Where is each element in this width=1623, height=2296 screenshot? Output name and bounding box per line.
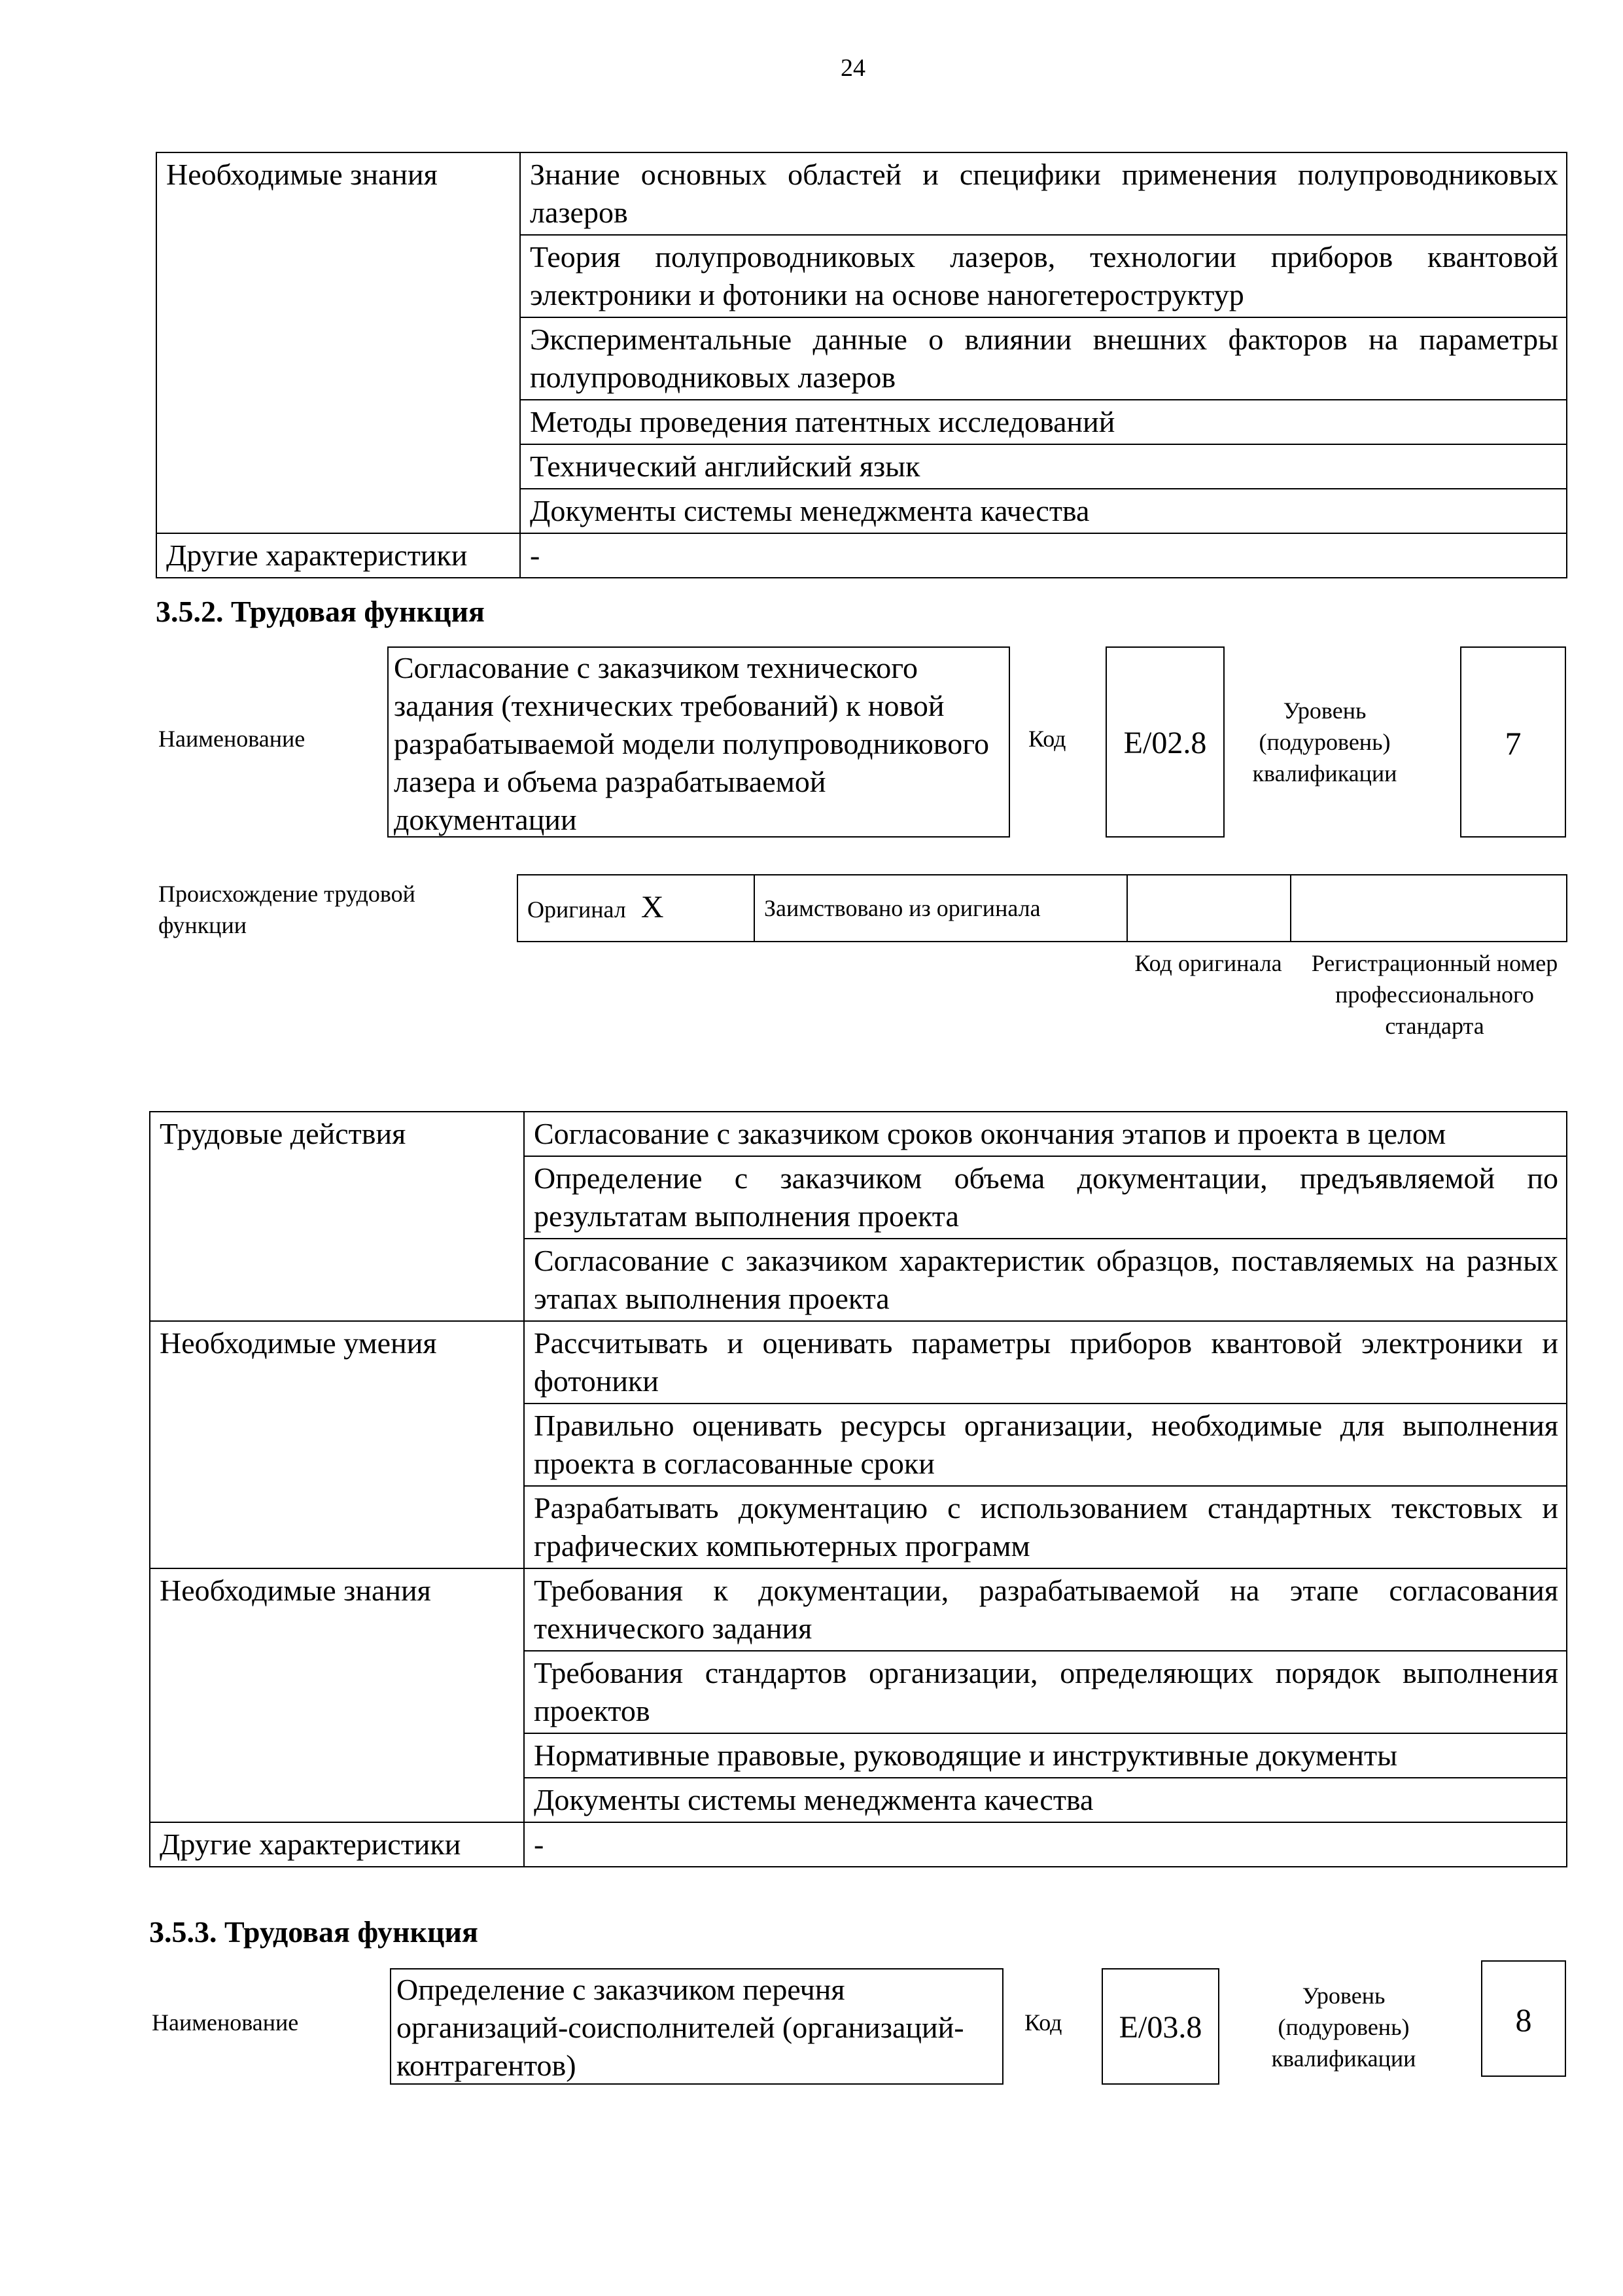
section-title: 3.5.2. Трудовая функция	[156, 595, 485, 628]
level-box	[1481, 1960, 1566, 2077]
knowledge-item: Требования стандартов организации, определяющих порядок выполнения проектов	[524, 1651, 1567, 1733]
original-label: Оригинал	[527, 896, 626, 923]
knowledge-item: Знание основных областей и специфики применения полупроводниковых лазеров	[520, 152, 1567, 235]
function-name: Согласование с заказчиком технического задания (технических требований) к новой разрабатываемой модели полупроводникового лазера и объема разрабатываемой документации	[394, 651, 989, 836]
page-number: 24	[841, 54, 865, 82]
knowledge-item: Требования к документации, разрабатываемой на этапе согласования технического задания	[524, 1568, 1567, 1651]
actions-label: Трудовые действия	[150, 1112, 524, 1321]
action-item: Определение с заказчиком объема документации, предъявляемой по результатам выполнения проекта	[524, 1156, 1567, 1239]
knowledge-item: Нормативные правовые, руководящие и инструктивные документы	[524, 1733, 1567, 1778]
action-item: Согласование с заказчиком сроков окончания этапов и проекта в целом	[524, 1112, 1567, 1156]
skills-label: Необходимые умения	[150, 1321, 524, 1568]
origin-table	[517, 874, 1567, 942]
borrowed-label: Заимствовано из оригинала	[754, 875, 1127, 942]
level-label: Уровень (подуровень) квалификации	[1271, 1983, 1416, 2072]
code-box	[1102, 1968, 1219, 2085]
knowledge-item: Документы системы менеджмента качества	[524, 1778, 1567, 1822]
reg-number-cell	[1291, 875, 1567, 942]
level-label: Уровень (подуровень) квалификации	[1252, 698, 1397, 786]
function-name-box	[387, 646, 1010, 838]
knowledge-item: Технический английский язык	[520, 444, 1567, 489]
function-details-table	[149, 1111, 1567, 1867]
name-label: Наименование	[158, 726, 305, 752]
other-label: Другие характеристики	[150, 1822, 524, 1867]
other-value: -	[524, 1822, 1567, 1867]
code-box	[1106, 646, 1225, 838]
knowledge-label: Необходимые знания	[150, 1568, 524, 1822]
knowledge-label: Необходимые знания	[156, 152, 520, 533]
code-label: Код	[1028, 726, 1066, 752]
code-label: Код	[1024, 2009, 1062, 2036]
origin-label: Происхождение трудовой функции	[158, 881, 415, 938]
function-name: Определение с заказчиком перечня организаций-соисполнителей (организаций-контрагентов)	[396, 1973, 964, 2082]
original-cell	[517, 875, 754, 942]
action-item: Согласование с заказчиком характеристик образцов, поставляемых на разных этапах выполнения проекта	[524, 1239, 1567, 1321]
skill-item: Рассчитывать и оценивать параметры приборов квантовой электроники и фотоники	[524, 1321, 1567, 1404]
level-value: 8	[1515, 2002, 1532, 2038]
original-code-cell	[1127, 875, 1291, 942]
original-mark: X	[640, 889, 664, 925]
level-value: 7	[1505, 725, 1522, 762]
other-label: Другие характеристики	[156, 533, 520, 578]
section-title: 3.5.3. Трудовая функция	[149, 1915, 478, 1949]
other-value: -	[520, 533, 1567, 578]
knowledge-item: Теория полупроводниковых лазеров, технологии приборов квантовой электроники и фотоники на основе наногетероструктур	[520, 235, 1567, 317]
skill-item: Разрабатывать документацию с использованием стандартных текстовых и графических компьютерных программ	[524, 1486, 1567, 1568]
code-value: E/03.8	[1119, 2010, 1202, 2045]
reg-number-caption: Регистрационный номер профессионального стандарта	[1311, 950, 1558, 1039]
skill-item: Правильно оценивать ресурсы организации, необходимые для выполнения проекта в согласованные сроки	[524, 1404, 1567, 1486]
knowledge-item: Методы проведения патентных исследований	[520, 400, 1567, 444]
name-label: Наименование	[152, 2009, 299, 2036]
code-original-caption: Код оригинала	[1134, 950, 1282, 976]
function-name-box	[390, 1968, 1003, 2085]
knowledge-item: Экспериментальные данные о влиянии внешних факторов на параметры полупроводниковых лазеров	[520, 317, 1567, 400]
top-knowledge-table	[156, 152, 1567, 578]
code-value: E/02.8	[1123, 726, 1207, 760]
knowledge-item: Документы системы менеджмента качества	[520, 489, 1567, 533]
level-box	[1460, 646, 1566, 838]
